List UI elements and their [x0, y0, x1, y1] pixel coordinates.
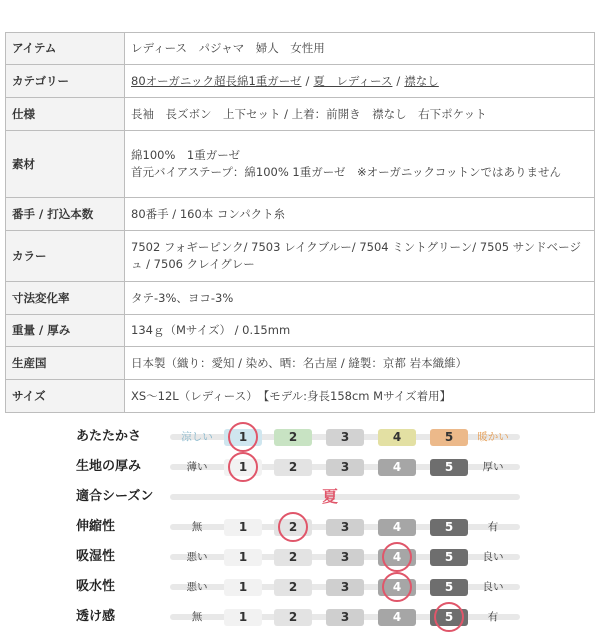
spec-label: 素材 [6, 131, 125, 198]
selected-value-ring [228, 452, 258, 482]
season-text: 夏 [321, 487, 338, 506]
selected-value-ring [278, 512, 308, 542]
selected-value-ring [382, 572, 412, 602]
scale-low-label: 薄い [186, 461, 208, 473]
rating-row [0, 512, 600, 542]
rating-label: 透け感 [76, 609, 116, 624]
scale-low-label: 無 [191, 521, 203, 533]
spec-row-size [6, 380, 595, 413]
scale-box-1: 1 [224, 609, 262, 626]
scale-high-label: 有 [487, 521, 499, 533]
spec-value: 134ｇ（Mサイズ） / 0.15mm [125, 315, 595, 347]
spec-label: カテゴリー [6, 65, 125, 98]
material-line: 綿100% 1重ガーゼ [131, 148, 240, 162]
spec-table [5, 32, 595, 413]
scale-box-5: 5 [430, 549, 468, 566]
rating-row [0, 542, 600, 572]
scale-high-label: 良い [482, 551, 504, 563]
scale-box-4: 4 [378, 549, 416, 566]
scale-box-1: 1 [224, 429, 262, 446]
selected-value-ring [382, 542, 412, 572]
scale-box-4: 4 [378, 429, 416, 446]
season-value [0, 482, 600, 512]
scale-box-2: 2 [274, 609, 312, 626]
scale-box-5: 5 [430, 459, 468, 476]
fabric-rating-chart [0, 420, 600, 636]
spec-value: 7502 フォギーピンク/ 7503 レイクブルー/ 7504 ミントグリーン/ 7505 サンドベージュ / 7506 クレイグレー [125, 231, 595, 282]
spec-value [125, 65, 595, 98]
separator: / [396, 73, 401, 88]
spec-value: 80番手 / 160本 コンパクト糸 [125, 198, 595, 231]
scale-high-label: 暖かい [477, 431, 509, 443]
scale-box-4: 4 [378, 519, 416, 536]
separator: / [305, 73, 310, 88]
scale-low-label: 悪い [186, 551, 208, 563]
scale-box-3: 3 [326, 609, 364, 626]
scale-box-2: 2 [274, 429, 312, 446]
scale-box-3: 3 [326, 519, 364, 536]
rating-row [0, 602, 600, 632]
scale-box-5: 5 [430, 429, 468, 446]
spec-row-material [6, 131, 595, 198]
scale-box-4: 4 [378, 579, 416, 596]
material-line: 首元バイアステープ：綿100% 1重ガーゼ ※オーガニックコットンではありません [131, 165, 561, 179]
scale-box-5: 5 [430, 609, 468, 626]
spec-row-weight [6, 315, 595, 347]
spec-value: レディース パジャマ 婦人 女性用 [125, 33, 595, 65]
spec-value: 長袖 長ズボン 上下セット / 上着：前開き 襟なし 右下ポケット [125, 98, 595, 131]
scale-box-1: 1 [224, 579, 262, 596]
scale-box-3: 3 [326, 549, 364, 566]
rating-row [0, 482, 600, 512]
spec-label: 寸法変化率 [6, 282, 125, 315]
scale-box-2: 2 [274, 579, 312, 596]
spec-label: 番手 / 打込本数 [6, 198, 125, 231]
selected-value-ring [228, 422, 258, 452]
scale-box-1: 1 [224, 459, 262, 476]
spec-label: カラー [6, 231, 125, 282]
scale-box-1: 1 [224, 549, 262, 566]
spec-row-shrink [6, 282, 595, 315]
rating-label: 吸湿性 [76, 549, 116, 564]
rating-row [0, 422, 600, 452]
scale-box-3: 3 [326, 579, 364, 596]
scale-box-5: 5 [430, 579, 468, 596]
category-link[interactable]: 夏 レディース [313, 73, 393, 88]
scale-box-3: 3 [326, 429, 364, 446]
rating-row [0, 572, 600, 602]
scale-high-label: 良い [482, 581, 504, 593]
scale-box-4: 4 [378, 459, 416, 476]
rating-label: 生地の厚み [76, 459, 142, 474]
rating-label: 伸縮性 [76, 519, 116, 534]
spec-label: 仕様 [6, 98, 125, 131]
spec-label: サイズ [6, 380, 125, 413]
scale-high-label: 有 [487, 611, 499, 623]
scale-low-label: 涼しい [181, 431, 213, 443]
spec-value: 日本製（織り：愛知 / 染め、晒：名古屋 / 縫製：京都 岩本織維） [125, 347, 595, 380]
spec-row-yarn [6, 198, 595, 231]
scale-box-2: 2 [274, 549, 312, 566]
spec-value: タテ-3%、ヨコ-3% [125, 282, 595, 315]
spec-value [125, 131, 595, 198]
category-link[interactable]: 80オーガニック超長綿1重ガーゼ [131, 73, 302, 88]
rating-label: 適合シーズン [76, 489, 154, 504]
scale-low-label: 無 [191, 611, 203, 623]
spec-label: 重量 / 厚み [6, 315, 125, 347]
rating-label: あたたかさ [76, 429, 142, 444]
spec-label: 生産国 [6, 347, 125, 380]
spec-label: アイテム [6, 33, 125, 65]
scale-box-2: 2 [274, 459, 312, 476]
scale-box-3: 3 [326, 459, 364, 476]
scale-box-5: 5 [430, 519, 468, 536]
spec-row-spec [6, 98, 595, 131]
spec-row-category [6, 65, 595, 98]
scale-low-label: 悪い [186, 581, 208, 593]
scale-box-1: 1 [224, 519, 262, 536]
scale-box-4: 4 [378, 609, 416, 626]
rating-row [0, 452, 600, 482]
rating-label: 吸水性 [76, 579, 116, 594]
category-link[interactable]: 襟なし [404, 73, 439, 88]
spec-value: XS〜12L（レディース） 【モデル:身長158cm Mサイズ着用】 [125, 380, 595, 413]
spec-row-color [6, 231, 595, 282]
spec-row-item [6, 33, 595, 65]
spec-row-origin [6, 347, 595, 380]
selected-value-ring [434, 602, 464, 632]
scale-box-2: 2 [274, 519, 312, 536]
scale-high-label: 厚い [482, 461, 504, 473]
